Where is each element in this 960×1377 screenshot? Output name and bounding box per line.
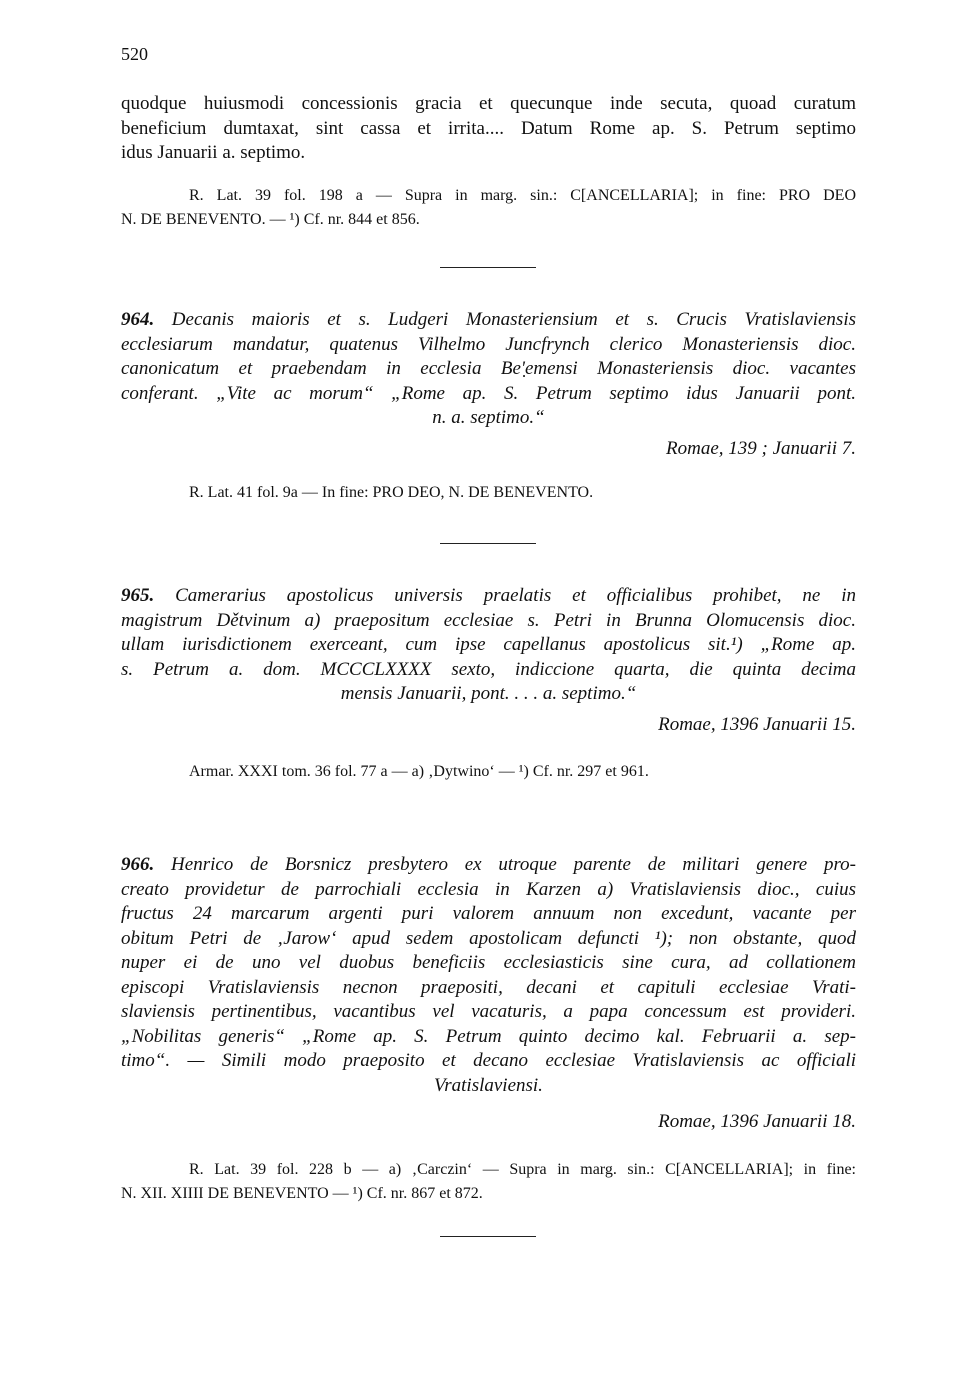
text-line: n. a. septimo.“ (432, 407, 545, 428)
entry-text: Decanis maioris et s. Ludgeri Monasteriensium et s. Crucis Vratislaviensis (171, 309, 856, 330)
text-line: s. Petrum a. dom. MCCCLXXXX sexto, indiccione quarta, die quinta decima (121, 658, 856, 680)
entry-964 (121, 308, 856, 461)
text-line: „Nobilitas generis“ „Rome ap. S. Petrum quinto decimo kal. Februarii a. sep- (121, 1025, 856, 1047)
entry-date: Romae, 139 ; Januarii 7. (666, 437, 856, 459)
text-line: obitum Petri de ‚Jarow‘ apud sedem apostolicam defuncti ¹); non obstante, quod (121, 927, 856, 949)
text-line: fructus 24 marcarum argenti puri valorem annuum non excedunt, vacante per (121, 903, 856, 924)
entry-number: 965. (121, 585, 155, 606)
text-line: Vratislaviensi. (434, 1074, 543, 1096)
note-line: R. Lat. 39 fol. 228 b — a) ‚Carczin‘ — Supra in marg. sin.: C[ANCELLARIA]; in fine: (189, 1161, 856, 1178)
entry-965 (121, 584, 856, 737)
text-line (121, 853, 856, 878)
text-line: idus Januarii a. septimo. (121, 142, 306, 163)
entry-date: Romae, 1396 Januarii 18. (658, 1111, 856, 1132)
intro-footnote (121, 184, 856, 232)
note-line: Armar. XXXI tom. 36 fol. 77 a — a) ‚Dytwino‘ — ¹) Cf. nr. 297 et 961. (189, 763, 649, 780)
text-line: slaviensis pertinentibus, vacantibus vel vacaturis, a papa concessum est provideri. (121, 1001, 856, 1022)
text-line: nuper ei de uno vel duobus beneficiis ecclesiasticis sine cura, ad collationem (121, 952, 856, 973)
entry-965-footnote (121, 760, 856, 784)
entry-964-footnote (121, 481, 856, 505)
separator-rule (440, 267, 536, 268)
text-line: quodque huiusmodi concessionis gracia et quecunque inde secuta, quoad curatum (121, 93, 856, 114)
entry-text: Henrico de Borsnicz presbytero ex utroque parente de militari genere pro- (171, 854, 857, 875)
entry-966 (121, 853, 856, 1135)
text-line (121, 308, 856, 333)
entry-text: Camerarius apostolicus universis praelatis et officialibus prohibet, ne in (175, 585, 856, 606)
text-line: beneficium dumtaxat, sint cassa et irrita.... Datum Rome ap. S. Petrum septimo (121, 117, 856, 139)
separator-rule (440, 1236, 536, 1237)
entry-number: 966. (121, 854, 155, 875)
text-line: conferant. „Vite ac morum“ „Rome ap. S. Petrum septimo idus Januarii pont. (121, 382, 856, 404)
text-line: creato providetur de parrochiali ecclesia in Karzen a) Vratislaviensis dioc., cuius (121, 878, 856, 900)
text-line: timo“. — Simili modo praeposito et decano ecclesiae Vratislaviensis ac officiali (121, 1050, 856, 1071)
text-line: episcopi Vratislaviensis necnon praepositi, decani et capituli ecclesiae Vrati- (121, 976, 856, 998)
text-line (121, 584, 856, 609)
entry-date: Romae, 1396 Januarii 15. (658, 713, 856, 735)
text-line: mensis Januarii, pont. . . . a. septimo.“ (340, 683, 637, 704)
text-line: magistrum Dětvinum a) praepositum ecclesiae s. Petri in Brunna Olomucensis dioc. (121, 609, 856, 631)
text-line: ullam iurisdictionem exerceant, cum ipse capellanus apostolicus sit.¹) „Rome ap. (121, 634, 856, 655)
intro-paragraph (121, 92, 856, 166)
note-line: R. Lat. 41 fol. 9a — In fine: PRO DEO, N. DE BENEVENTO. (189, 484, 594, 501)
entry-966-footnote (121, 1158, 856, 1206)
entry-number: 964. (121, 309, 155, 330)
separator-rule (440, 543, 536, 544)
page-number: 520 (121, 44, 148, 64)
note-line: R. Lat. 39 fol. 198 a — Supra in marg. sin.: C[ANCELLARIA]; in fine: PRO DEO (189, 187, 856, 204)
note-line: N. DE BENEVENTO. — ¹) Cf. nr. 844 et 856. (121, 211, 420, 228)
note-line: N. XII. XIIII DE BENEVENTO — ¹) Cf. nr. 867 et 872. (121, 1185, 483, 1202)
text-line: canonicatum et praebendam in ecclesia Beʹ̣emensi Monasteriensis dioc. vacantes (121, 358, 856, 379)
text-line: ecclesiarum mandatur, quatenus Vilhelmo Juncfrynch clerico Monasteriensis dioc. (121, 333, 856, 355)
